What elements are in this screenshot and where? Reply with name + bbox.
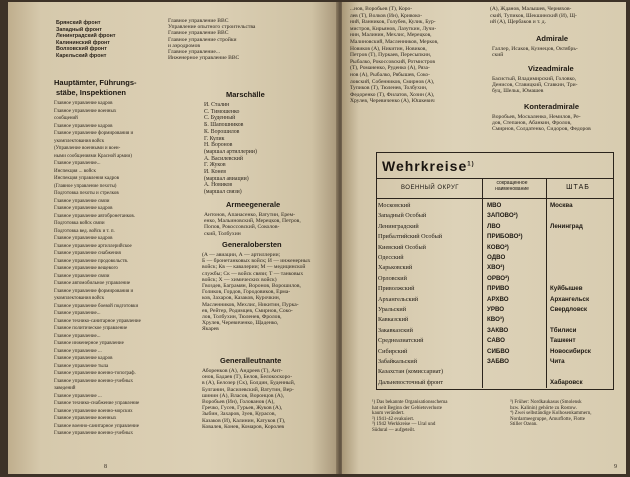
text-line: и аэродромов bbox=[168, 42, 201, 49]
district-name: Харьковский bbox=[378, 264, 413, 272]
text-line: Якарев bbox=[202, 326, 219, 333]
hauptamt-line: (Главное управление пехоты) bbox=[54, 183, 117, 189]
hauptamt-line: Главное управление формирования и bbox=[54, 288, 134, 294]
hauptamt-line: Главное управление связи bbox=[54, 198, 110, 204]
heading-generalleutnante: Generalleutnante bbox=[220, 356, 282, 365]
hauptamt-line: Главное управление военно-морских bbox=[54, 408, 133, 414]
text-line: Гречко, Гусев, Гурьев, Жуков (А), bbox=[202, 405, 283, 412]
hauptamt-line: Главное управление... bbox=[54, 161, 101, 166]
hauptamt-line: Подготовка войск связи bbox=[54, 221, 105, 226]
district-name: Одесский bbox=[378, 254, 404, 261]
text-line: ев, Рейтер, Родимцев, Смирнов, Соко- bbox=[202, 307, 293, 314]
front-name: Карельский фронт bbox=[56, 52, 107, 59]
district-name: Закавказский bbox=[378, 326, 413, 334]
hauptamt-line: ными сообщениями Красной армии) bbox=[54, 153, 132, 159]
text-line: дов, Степанов, Абанкин, Фролов, bbox=[492, 120, 572, 127]
heading-generalobersten: Generalobersten bbox=[222, 240, 282, 249]
footnote-line: Stiller Ozean. bbox=[510, 422, 538, 428]
wehrkreis-row bbox=[378, 233, 612, 243]
text-line: нов (А), Рыбалко, Рябышев, Соко- bbox=[350, 71, 431, 78]
footnotes-right bbox=[510, 400, 591, 428]
generalleutnante-text bbox=[202, 368, 295, 430]
footnote-line: ⁴) Zwei selbständige Kolhosenkammern, bbox=[510, 411, 592, 417]
district-hq: Новосибирск bbox=[550, 347, 591, 355]
district-abbrev: СИБВО bbox=[487, 347, 510, 355]
heading-marschaelle: Marschälle bbox=[226, 90, 265, 99]
hauptamt-line: Главное управление кадров bbox=[54, 356, 113, 361]
page-number-left: 8 bbox=[104, 464, 107, 470]
text-line: Масленников, Мехлис, Никитин, Пурка- bbox=[202, 301, 299, 308]
front-name: Калининский фронт bbox=[56, 39, 110, 46]
col-abbrev-header: сокращенное наименование bbox=[495, 180, 529, 192]
hauptaemter-list bbox=[54, 100, 141, 438]
text-line: енко, Мальиновский, Мерецков, Петров, bbox=[204, 218, 301, 225]
district-abbrev: ЛВО bbox=[487, 222, 501, 230]
hauptamt-line: Главное военно-санитарное управление bbox=[54, 423, 139, 429]
vizeadmirale-text bbox=[492, 76, 578, 95]
hauptamt-line: Главное управление ... bbox=[54, 393, 102, 399]
hauptamt-line: Главное управление тыла bbox=[54, 363, 109, 369]
text-line: ...нов, Воробьев (Т), Коро- bbox=[350, 6, 413, 12]
wehrkreis-row bbox=[378, 285, 612, 295]
text-line: Антонов, Апанасенко, Ватутин, Ерем- bbox=[204, 212, 296, 218]
text-line: ловский, Собенников, Смирнов (А), bbox=[350, 78, 435, 85]
hauptamt-line: укомплектования войск bbox=[54, 138, 105, 144]
text-line: войск; Х — химических войск) bbox=[202, 276, 277, 283]
hauptamt-line: Главное управление военно-учебных bbox=[54, 378, 133, 384]
hauptamt-line: Подготовка пехоты и стрелков bbox=[54, 191, 119, 196]
front-name: Волховский фронт bbox=[56, 46, 107, 53]
text-line: Денисов, Ставицкий, Ставкин, Три- bbox=[492, 82, 578, 89]
district-name: Дальневосточный фронт bbox=[378, 378, 444, 386]
marshal-name: И. Сталин bbox=[204, 102, 230, 108]
district-hq: Москва bbox=[550, 202, 573, 209]
hauptamt-line: Главное технико-санитарное управление bbox=[54, 318, 141, 324]
marshal-name: И. Конев bbox=[204, 169, 226, 176]
wehrkreis-row bbox=[378, 223, 612, 233]
wehrkreis-row bbox=[378, 358, 612, 368]
district-name: Уральский bbox=[378, 306, 407, 313]
marshal-name: Г. Жуков bbox=[204, 162, 226, 169]
text-line: Галлер, Исаков, Кузнецов, Октябрь- bbox=[492, 46, 578, 52]
hauptamt-line: Главное управление военно-учебных bbox=[54, 431, 133, 436]
hauptamt-line: Главное политическое управление bbox=[54, 326, 128, 331]
wehrkreis-row bbox=[378, 275, 612, 285]
konteradmirale-text bbox=[492, 114, 591, 133]
text-line: ний, Ванников, Голубев, Кулик, Бур- bbox=[350, 19, 436, 26]
text-line: ский bbox=[492, 52, 504, 59]
text-line: Новиков (А), Никитин, Новиков, bbox=[350, 45, 427, 52]
marshal-name: (маршал авиации) bbox=[204, 175, 249, 182]
text-line: Тупиков (Т), Тюленев, Толбухин, bbox=[350, 85, 428, 92]
hauptamt-line: Главное управление... bbox=[54, 311, 101, 316]
left-page bbox=[8, 2, 338, 474]
text-line: (Т), Романенко, Руденко (А), Ряза- bbox=[350, 65, 430, 72]
text-line: Попов, Рокоссовский, Соколов- bbox=[204, 224, 280, 231]
district-abbrev: АРХВО bbox=[487, 295, 509, 303]
col-hq-header: ШТАБ bbox=[566, 184, 590, 191]
marshal-name: А. Новиков bbox=[204, 182, 233, 189]
district-abbrev: УРВО bbox=[487, 306, 505, 313]
footnote-line: bzw. Kalinin) gehörte zu Rostow. bbox=[510, 405, 577, 411]
text-line: Смирнов, Солдатенко, Сидоров, Федоров bbox=[492, 126, 591, 133]
marshal-name: Н. Воронов bbox=[204, 142, 233, 149]
text-line: Б — бронетанковых войск; И — инженерных bbox=[202, 258, 311, 265]
footnote-line: hat seit Beginn der Gebietsverluste bbox=[372, 405, 442, 411]
text-line: Главное управление ВВС bbox=[168, 30, 229, 37]
armeegenerale-text bbox=[204, 212, 301, 237]
text-line: шинин (А), Власов, Воронцов (А), bbox=[202, 392, 285, 399]
district-abbrev: ПРИВО bbox=[487, 285, 510, 293]
text-line: Рыбалко, Рокоссовский, Ротмистров bbox=[350, 58, 436, 65]
district-name: Западный Особый bbox=[378, 212, 427, 220]
text-line: Ковалев, Конев, Комаров, Королев bbox=[202, 423, 285, 430]
hauptamt-line: Главное управление военных bbox=[54, 416, 117, 421]
footnote-line: ³) 1942 Werkkreise — Ural und bbox=[372, 422, 436, 428]
wehrkreis-row bbox=[378, 254, 612, 264]
text-line: Булганин, Василевский, Ватутин, Вер- bbox=[202, 386, 294, 393]
hauptamt-line: Главное управление кадров bbox=[54, 101, 113, 106]
district-hq: Чита bbox=[550, 358, 565, 365]
hauptamt-line: Главное управление снабжения bbox=[54, 251, 121, 256]
table-rule-header bbox=[376, 198, 613, 199]
text-line: Гвоздев, Баграмян, Воронов, Ворошилов, bbox=[202, 283, 301, 290]
text-line: буц, Шельк, Юмашев bbox=[492, 88, 544, 95]
wehrkreis-row bbox=[378, 348, 612, 358]
district-abbrev: ЗАБВО bbox=[487, 358, 509, 365]
hauptamt-line: Главное инженерное управление bbox=[54, 341, 124, 346]
district-hq: Хабаровск bbox=[550, 378, 583, 386]
hauptamt-line: Главное управление боевой подготовки bbox=[54, 303, 139, 309]
text-line: Федоренко (Т), Филатов, Хозин (А), bbox=[350, 91, 435, 98]
marschaelle-list bbox=[204, 102, 257, 196]
heading-hauptaemter-2: stäbe, Inspektionen bbox=[56, 88, 127, 97]
text-line: Казаков (И), Калинин, Катуков (Т), bbox=[202, 417, 286, 424]
admirale-text bbox=[492, 46, 578, 58]
marshal-name: (маршал артиллерии) bbox=[204, 148, 257, 155]
footnotes-left bbox=[372, 400, 447, 434]
text-line: нин, Малинин, Мехлис, Мерецков, bbox=[350, 32, 432, 39]
heading-hauptaemter: Hauptämter, Führungs- bbox=[54, 78, 137, 87]
wehrkreis-row bbox=[378, 202, 612, 212]
text-line: Воробьев, Москаленко, Немилов, Ре- bbox=[492, 114, 581, 120]
district-name: Среднеазиатский bbox=[378, 337, 424, 345]
hauptamt-line: заведений bbox=[54, 386, 76, 391]
district-abbrev: САВО bbox=[487, 337, 505, 345]
heading-armeegenerale: Armeegenerale bbox=[226, 200, 281, 209]
district-abbrev: ОРВО²) bbox=[487, 274, 510, 282]
wehrkreis-row bbox=[378, 337, 612, 347]
text-line: Воробьев (Ин), Голованов (А), bbox=[202, 399, 275, 406]
district-abbrev: ЗАПОВО²) bbox=[487, 212, 518, 220]
hauptamt-line: Главное управление военно-топограф. bbox=[54, 371, 136, 376]
text-line: Малиновский, Масленников, Мерков, bbox=[350, 38, 439, 45]
text-line: Главное управление... bbox=[168, 49, 221, 56]
text-line: войск; Кв — кавалерии; М — медицинской bbox=[202, 264, 306, 271]
text-line: Зыбин, Захаров, Зуев, Курасов, bbox=[202, 411, 276, 418]
district-name: Киевский Особый bbox=[378, 243, 426, 251]
text-line: Хрулев, Черевиченко, Щаденко, bbox=[202, 320, 279, 327]
text-line: Петров (Т), Пуркаев, Пересыпкин, bbox=[350, 52, 432, 59]
hauptamt-line: Главное управление... bbox=[54, 333, 101, 339]
hauptamt-line: Главное управление формирования и bbox=[54, 131, 134, 136]
district-abbrev: ЗАКВО bbox=[487, 326, 509, 334]
hauptamt-line: (Управление военными и воен- bbox=[54, 146, 121, 151]
right-page bbox=[342, 2, 626, 474]
district-name: Казахстан (комиссариат) bbox=[378, 368, 444, 376]
hauptamt-line: Главное управление связи bbox=[54, 273, 110, 279]
district-abbrev: МВО bbox=[487, 202, 502, 209]
hauptamt-line: Главное управление военных bbox=[54, 108, 117, 114]
text-line: (А), Жданов, Малышев, Черняхов- bbox=[490, 6, 572, 12]
text-line: онов, Бадаев (Т), Белов, Белокоскоро- bbox=[202, 374, 293, 381]
district-abbrev: ОДВО bbox=[487, 254, 506, 261]
footnote-line: ²) 1941-42 evakuiert. bbox=[372, 416, 415, 422]
district-abbrev: КОВО²) bbox=[487, 243, 509, 251]
text-line: Управление опытного строительства bbox=[168, 24, 256, 31]
text-line: ский, Толбухин bbox=[204, 230, 241, 237]
marshal-name: К. Ворошилов bbox=[204, 128, 240, 135]
hauptamt-line: Главное управление артиллерийское bbox=[54, 243, 132, 249]
footnote-line: ¹) Das bekannte Organisationsschema bbox=[372, 400, 448, 405]
text-line: ков, Захаров, Казаков, Курочкин, bbox=[202, 295, 281, 302]
text-line: Инженерное управление ВВС bbox=[168, 55, 240, 62]
district-hq: Ленинград bbox=[550, 222, 583, 230]
district-name: Прибалтийский Особый bbox=[378, 233, 443, 241]
marshal-name: (маршал связи) bbox=[204, 189, 242, 196]
district-hq: Ташкент bbox=[550, 337, 576, 345]
district-name: Приволжский bbox=[378, 285, 415, 293]
district-hq: Тбилиси bbox=[550, 326, 577, 334]
wehrkreis-row bbox=[378, 316, 612, 326]
wehrkreis-row bbox=[378, 264, 612, 274]
hauptamt-line: Инспекция ... войск bbox=[54, 168, 96, 174]
text-line: ский, Тупиков, Шекшинский (И), Щ- bbox=[490, 12, 577, 19]
wehrkreis-row bbox=[378, 306, 612, 316]
heading-admirale: Admirale bbox=[536, 34, 569, 43]
district-name: Орловский bbox=[378, 274, 407, 282]
hauptamt-line: Подготовка вед. войск и т. п. bbox=[54, 228, 115, 234]
marshal-name: С. Тимошенко bbox=[204, 108, 240, 115]
text-line: лев (Т), Волков (Ин), Кривоко- bbox=[350, 12, 423, 19]
text-line: Главное управление ВВС bbox=[168, 18, 229, 24]
hauptamt-line: укомплектования войск bbox=[54, 296, 105, 301]
footnote-line: Südural — aufgeteilt. bbox=[372, 427, 416, 433]
marshal-name: А. Василевский bbox=[204, 155, 243, 162]
footnote-line: ³) Früher: Nordkaukasus (Smolensk bbox=[510, 400, 582, 405]
district-name: Московский bbox=[378, 202, 411, 209]
text-line: ий (А), Щербаков и т. д. bbox=[490, 19, 546, 26]
hauptamt-line: Инспекция управления кадров bbox=[54, 176, 120, 181]
heading-konteradmirale: Konteradmirale bbox=[524, 102, 580, 111]
wehrkreis-row bbox=[378, 379, 612, 389]
heading-vizeadmirale: Vizeadmirale bbox=[528, 64, 574, 73]
text-line: мистров, Кирьянов, Лазуткин, Лучи- bbox=[350, 25, 437, 32]
district-abbrev: КВО³) bbox=[487, 316, 505, 324]
col-district-header: ВОЕННЫЙ ОКРУГ bbox=[400, 185, 460, 191]
marshal-name: С. Буденный bbox=[204, 115, 236, 122]
district-hq: Куйбышев bbox=[550, 285, 583, 293]
text-line: (А — авиации, А — артиллерии; bbox=[202, 252, 281, 258]
hauptamt-line: Главное управление кадров bbox=[54, 123, 113, 129]
front-name: Брянский фронт bbox=[56, 20, 101, 26]
district-abbrev: ХВО²) bbox=[487, 264, 505, 272]
wehrkreise-title: Wehrkreise$^{1)}$ bbox=[382, 158, 475, 174]
wehrkreis-row bbox=[378, 327, 612, 337]
hauptamt-line: сообщений bbox=[54, 116, 78, 121]
text-line: в (А), Белозер (Ск), Болдин, Буденный, bbox=[202, 380, 296, 387]
district-name: Ленинградский bbox=[378, 222, 419, 230]
hauptamt-line: Главное управление вещевого bbox=[54, 266, 118, 271]
hauptamt-line: Главное управление кадров bbox=[54, 206, 113, 211]
page-number-right: 9 bbox=[614, 464, 617, 470]
wehrkreis-row bbox=[378, 212, 612, 222]
marshal-name: Г. Кулик bbox=[204, 135, 225, 142]
district-abbrev: ПРИБОВО²) bbox=[487, 233, 523, 241]
district-name: Сибирский bbox=[378, 347, 408, 355]
text-line: Басистый, Владимирский, Головко, bbox=[492, 76, 577, 82]
district-hq: Свердловск bbox=[550, 306, 588, 313]
text-line: лов, Толбухин, Тюленев, Фролов, bbox=[202, 314, 282, 321]
generalobersten-text bbox=[202, 252, 310, 333]
text-line: Аборенков (А), Андреев (Т), Ант- bbox=[202, 368, 283, 374]
text-line: Главное управление стройки bbox=[168, 36, 237, 43]
text-line: Хрулев, Черевиченко (А), Юшкевич bbox=[350, 98, 435, 105]
hauptamt-line: Главное технико-снабжение управление bbox=[54, 401, 140, 406]
hauptamt-line: Главное управление ... bbox=[54, 348, 102, 354]
hauptamt-line: Главное управление кадров bbox=[54, 236, 113, 241]
text-line: Голиков, Гордов, Городовиков, Ерма- bbox=[202, 289, 291, 296]
wehrkreis-row bbox=[378, 368, 612, 378]
wehrkreis-row bbox=[378, 244, 612, 254]
footnote-line: kaum verändert. bbox=[372, 411, 405, 417]
right-top-text bbox=[350, 6, 438, 105]
fronts-list bbox=[56, 20, 116, 60]
district-name: Забайкальский bbox=[378, 358, 418, 365]
hauptamt-line: Главное автомобильное управление bbox=[54, 281, 131, 286]
district-hq: Архангельск bbox=[550, 295, 590, 303]
text-line: службы; Ск — войск связи; Т — танковых bbox=[202, 270, 304, 277]
marshal-name: Б. Шапошников bbox=[204, 122, 244, 129]
footnote-line: Nordarmeegruppe, Amurflotte, Flotte bbox=[510, 416, 585, 422]
district-name: Кавказский bbox=[378, 316, 409, 324]
district-name: Архангельский bbox=[378, 295, 419, 303]
front-name: Ленинградский фронт bbox=[56, 33, 116, 40]
front-name: Западный фронт bbox=[56, 26, 102, 33]
wehrkreis-row bbox=[378, 296, 612, 306]
hq-top-list bbox=[168, 18, 255, 61]
hauptamt-line: Главное управление автобронетанков. bbox=[54, 213, 135, 219]
hauptamt-line: Главное управление продовольств. bbox=[54, 258, 129, 264]
book-spread bbox=[8, 2, 626, 474]
right-top-right-text bbox=[490, 6, 577, 26]
table-rule-top bbox=[376, 178, 613, 179]
